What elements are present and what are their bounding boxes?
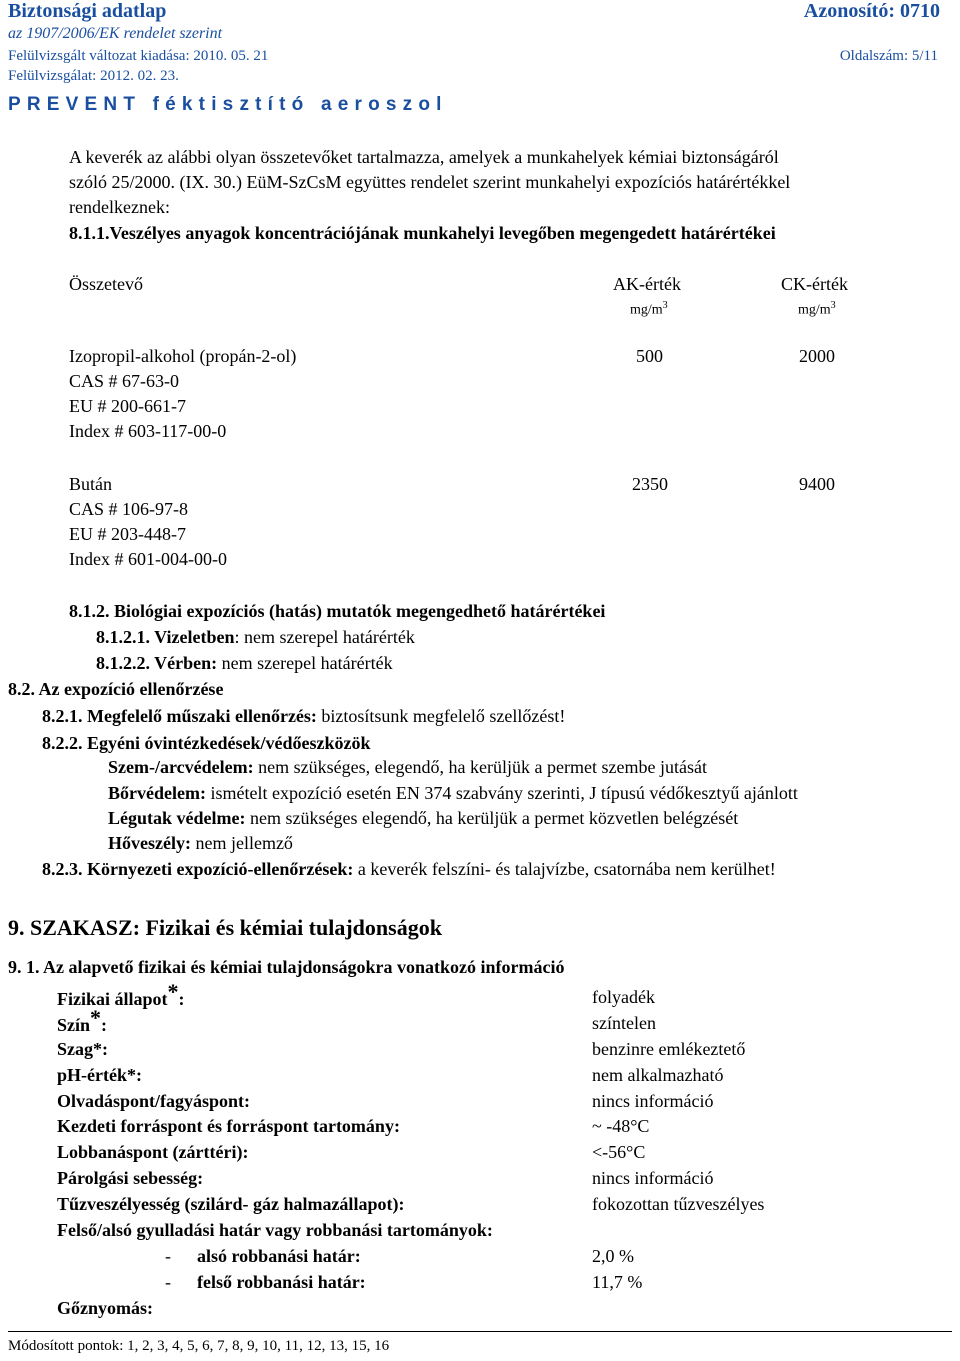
row-2-name: Bután [69, 474, 112, 494]
row-1-ck: 2000 [799, 346, 835, 366]
skin-protection: Bőrvédelem: ismételt expozíció esetén EN 374 szabvány szerinti, J típusú védőkesztyű ajánlott [108, 783, 798, 803]
regulation-line: az 1907/2006/EK rendelet szerint [8, 25, 223, 42]
section-8-1-1-title: 8.1.1.Veszélyes anyagok koncentrációjának munkahelyi levegőben megengedett határértékei [69, 223, 776, 243]
prop-value-evaporation-rate: nincs információ [592, 1168, 714, 1188]
row-1-cas: CAS # 67-63-0 [69, 371, 180, 391]
col-header-ak: AK-érték [613, 274, 681, 294]
section-8-2-title: 8.2. Az expozíció ellenőrzése [8, 679, 224, 699]
prop-label-physical-state: Fizikai állapot*: [57, 979, 185, 1009]
section-8-2-1: 8.2.1. Megfelelő műszaki ellenőrzés: biztosítsunk megfelelő szellőzést! [42, 706, 566, 726]
heat-hazard: Hőveszély: nem jellemző [108, 833, 293, 853]
intro-line-1: A keverék az alábbi olyan összetevőket tartalmazza, amelyek a munkahelyek kémiai biztonságáról [69, 147, 779, 167]
product-name: PREVENT féktisztító aeroszol [8, 94, 448, 115]
section-8-1-2-title: 8.1.2. Biológiai expozíciós (hatás) mutatók megengedhető határértékei [69, 601, 606, 621]
row-2-ak: 2350 [632, 474, 668, 494]
row-2-ck: 9400 [799, 474, 835, 494]
prop-label-boiling-point: Kezdeti forráspont és forráspont tartomány: [57, 1116, 400, 1136]
respiratory-protection: Légutak védelme: nem szükséges elegendő, ha kerüljük a permet közvetlen belégzését [108, 808, 739, 828]
col-header-component: Összetevő [69, 274, 143, 294]
page-number: Oldalszám: 5/11 [839, 48, 938, 64]
section-9-1-title: 9. 1. Az alapvető fizikai és kémiai tulajdonságokra vonatkozó információ [8, 957, 565, 977]
eye-protection: Szem-/arcvédelem: nem szükséges, elegendő, ha kerüljük a permet szembe jutását [108, 757, 707, 777]
row-1-index: Index # 603-117-00-0 [69, 421, 227, 441]
section-9-title: 9. SZAKASZ: Fizikai és kémiai tulajdonságok [8, 915, 442, 940]
section-8-1-2-1: 8.1.2.1. Vizeletben: nem szerepel határérték [96, 627, 415, 647]
prop-value-odor: benzinre emlékeztető [592, 1039, 746, 1059]
document-id: Azonosító: 0710 [803, 0, 940, 22]
prop-label-melting-point: Olvadáspont/fagyáspont: [57, 1091, 251, 1111]
prop-label-evaporation-rate: Párolgási sebesség: [57, 1168, 204, 1188]
footer-modified-points: Módosított pontok: 1, 2, 3, 4, 5, 6, 7, 8, 9, 10, 11, 12, 13, 15, 16 [8, 1338, 390, 1354]
footer-divider [8, 1331, 952, 1332]
row-2-cas: CAS # 106-97-8 [69, 499, 189, 519]
prop-value-flash-point: <-56°C [592, 1142, 646, 1162]
upper-limit-dash: - [165, 1272, 171, 1292]
document-title: Biztonsági adatlap [8, 0, 167, 22]
prop-value-ph: nem alkalmazható [592, 1065, 724, 1085]
lower-limit-value: 2,0 % [592, 1246, 634, 1266]
col-header-ck: CK-érték [781, 274, 848, 294]
prop-value-color: színtelen [592, 1013, 656, 1033]
prop-label-ph: pH-érték*: [57, 1065, 142, 1085]
section-8-2-3: 8.2.3. Környezeti expozíció-ellenőrzések: a keverék felszíni- és talajvízbe, csatornába nem kerülhet! [42, 859, 776, 879]
row-1-name: Izopropil-alkohol (propán-2-ol) [69, 346, 297, 366]
section-8-1-2-2: 8.1.2.2. Vérben: nem szerepel határérték [96, 653, 393, 673]
upper-limit-label: felső robbanási határ: [197, 1272, 366, 1292]
intro-line-2: szóló 25/2000. (IX. 30.) EüM-SzCsM együttes rendelet szerint munkahelyi expozíciós határértékkel [69, 172, 791, 192]
review-date: Felülvizsgálat: 2012. 02. 23. [8, 68, 179, 84]
upper-limit-value: 11,7 % [592, 1272, 643, 1292]
row-1-ak: 500 [636, 346, 663, 366]
prop-value-physical-state: folyadék [592, 987, 655, 1007]
prop-label-color: Szín*: [57, 1005, 108, 1035]
prop-label-odor: Szag*: [57, 1039, 108, 1059]
prop-label-flash-point: Lobbanáspont (zárttéri): [57, 1142, 249, 1162]
prop-label-vapor-pressure: Gőznyomás: [57, 1298, 153, 1318]
row-2-eu: EU # 203-448-7 [69, 524, 186, 544]
prop-value-flammability: fokozottan tűzveszélyes [592, 1194, 765, 1214]
prop-label-explosion-limits: Felső/alsó gyulladási határ vagy robbanási tartományok: [57, 1220, 493, 1240]
unit-ck: $mg/m^3$ [798, 300, 836, 318]
section-8-2-2-title: 8.2.2. Egyéni óvintézkedések/védőeszközök [42, 733, 371, 753]
row-2-index: Index # 601-004-00-0 [69, 549, 227, 569]
lower-limit-label: alsó robbanási határ: [197, 1246, 361, 1266]
prop-label-flammability: Tűzveszélyesség (szilárd- gáz halmazállapot): [57, 1194, 405, 1214]
unit-ak: $mg/m^3$ [630, 300, 668, 318]
intro-line-3: rendelkeznek: [69, 197, 170, 217]
prop-value-melting-point: nincs információ [592, 1091, 714, 1111]
lower-limit-dash: - [165, 1246, 171, 1266]
row-1-eu: EU # 200-661-7 [69, 396, 186, 416]
revision-line: Felülvizsgált változat kiadása: 2010. 05. 21 [8, 48, 269, 64]
prop-value-boiling-point: ~ -48°C [592, 1116, 650, 1136]
